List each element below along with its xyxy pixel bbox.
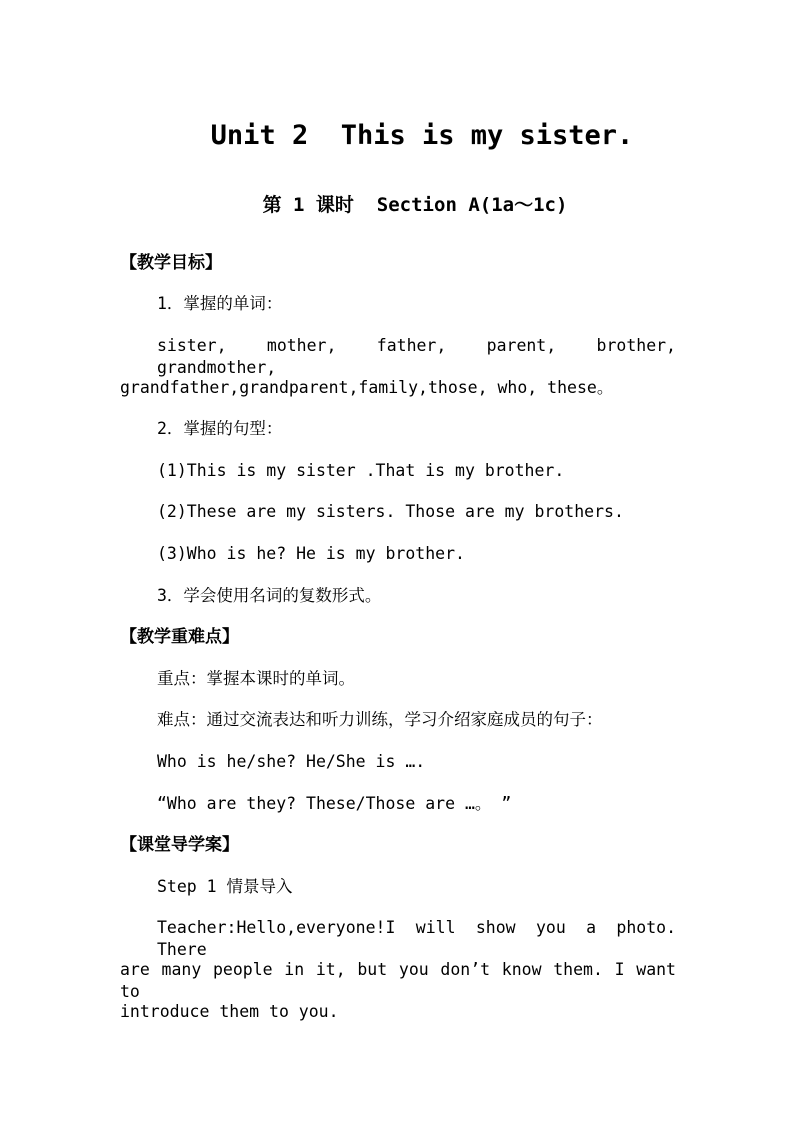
vocabulary-line-1: sister, mother, father, parent, brother, grandmother, xyxy=(157,336,676,377)
sentence-pattern-1: (1)This is my sister .That is my brother. xyxy=(157,461,565,480)
vocabulary-line-2: grandfather,grandparent,family,those, who, these。 xyxy=(120,378,614,397)
teacher-line-2: are many people in it, but you don’t know them. I want to xyxy=(120,960,676,1001)
objectives-heading: 【教学目标】 xyxy=(120,253,222,273)
step-1-title: Step 1 情景导入 xyxy=(157,877,293,896)
key-point: 重点：掌握本课时的单词。 xyxy=(157,669,355,688)
teacher-line-1: Teacher:Hello,everyone!I will show you a photo. There xyxy=(157,918,676,959)
example-sentence-1: Who is he/she? He/She is …. xyxy=(157,752,426,771)
objective-item-2: 2．掌握的句型： xyxy=(157,419,283,438)
example-sentence-2: “Who are they? These/Those are …。 ” xyxy=(157,794,512,813)
guide-heading: 【课堂导学案】 xyxy=(120,835,239,855)
objective-item-1: 1．掌握的单词： xyxy=(157,294,283,313)
page-title: Unit 2 This is my sister. xyxy=(210,120,634,151)
sentence-pattern-3: (3)Who is he? He is my brother. xyxy=(157,544,465,563)
sentence-pattern-2: (2)These are my sisters. Those are my brothers. xyxy=(157,502,624,521)
lesson-subtitle: 第 1 课时 Section A(1a～1c) xyxy=(262,194,568,216)
teacher-line-3: introduce them to you. xyxy=(120,1002,339,1021)
key-points-heading: 【教学重难点】 xyxy=(120,627,239,647)
objective-item-3: 3．学会使用名词的复数形式。 xyxy=(157,586,382,605)
difficulty-point: 难点：通过交流表达和听力训练，学习介绍家庭成员的句子： xyxy=(157,710,603,729)
